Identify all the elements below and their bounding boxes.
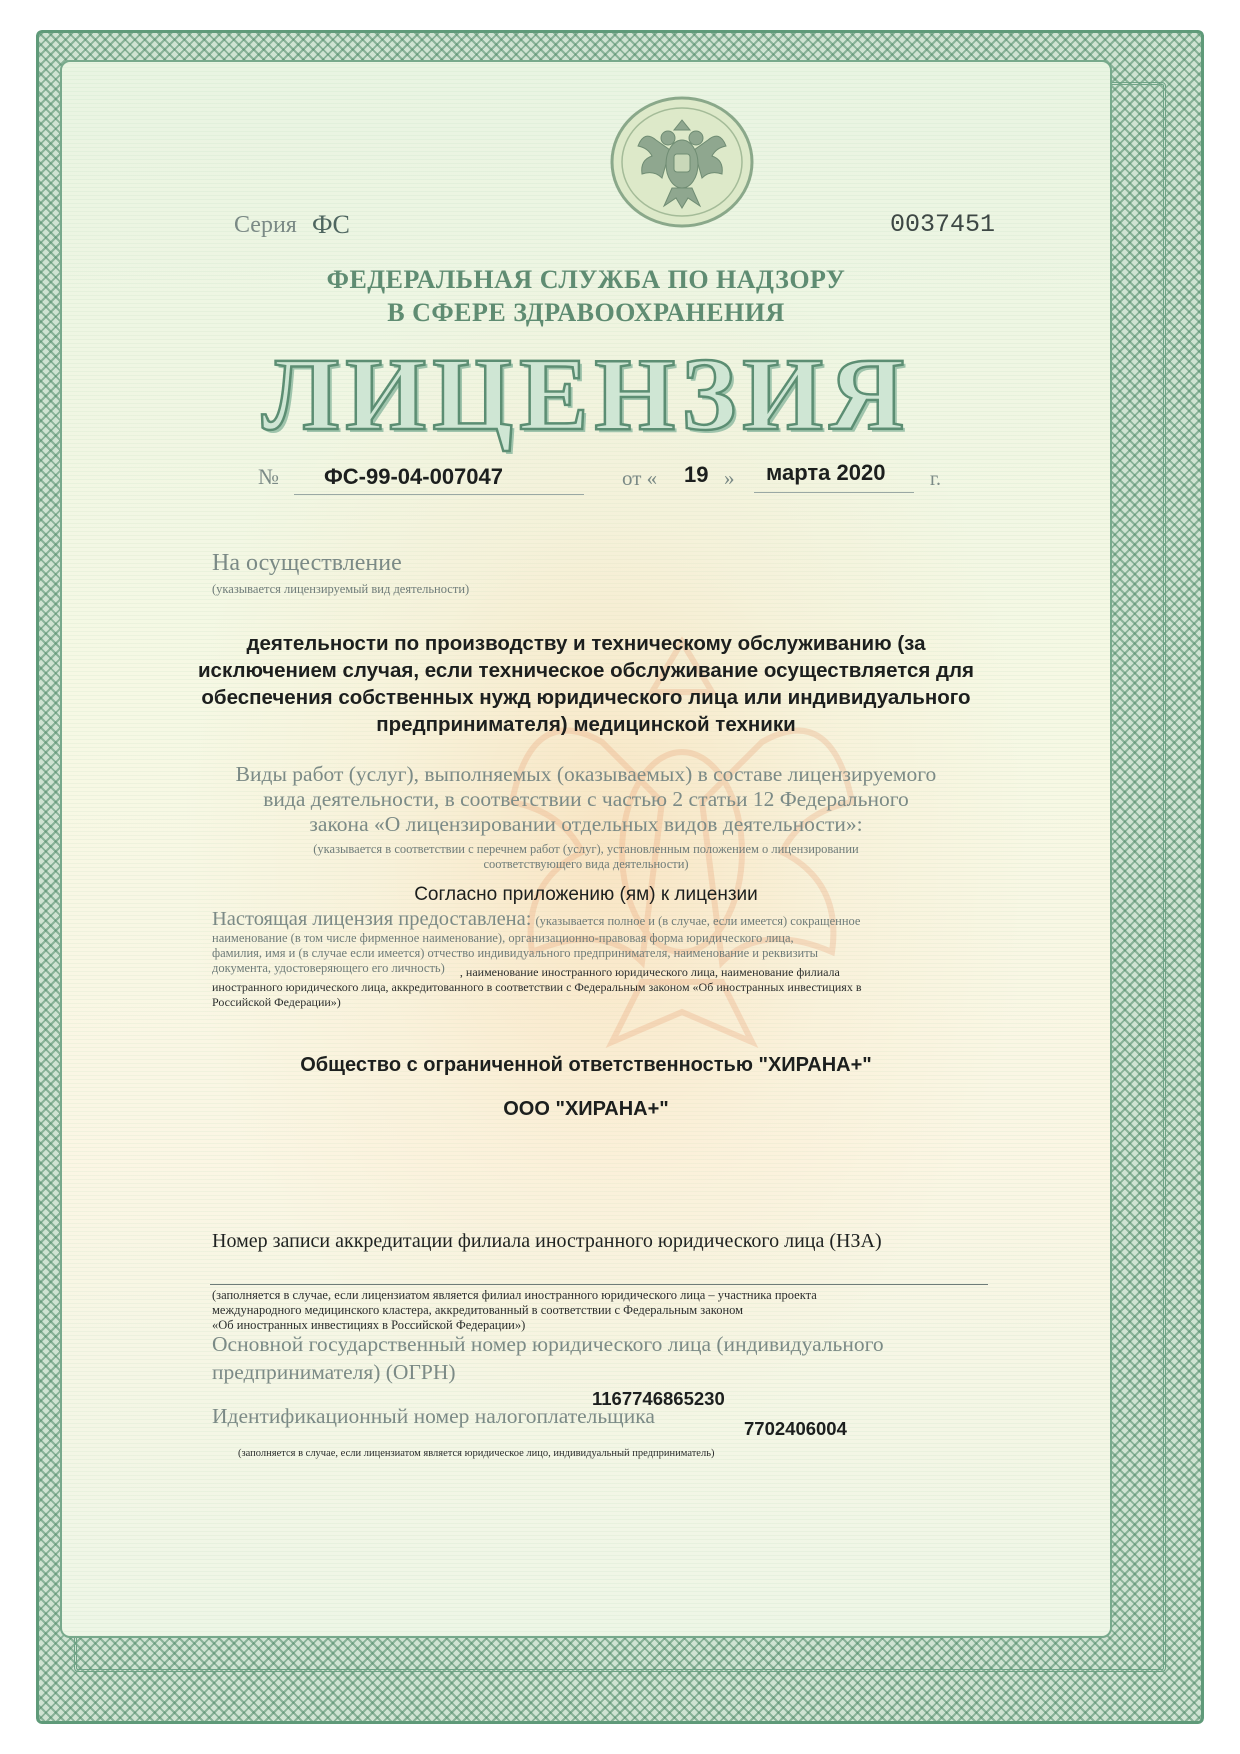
grantee-label: Настоящая лицензия предоставлена: [212,908,532,930]
activity-line: деятельности по производству и техническому обслуживанию (за [246,632,926,655]
nza-underline [210,1284,988,1285]
date-underline [754,492,914,493]
license-number: ФС-99-04-007047 [324,464,503,489]
inn-hint: (заполняется в случае, если лицензиатом является юридическое лицо, индивидуальный предприниматель) [238,1448,715,1459]
works-label-line: закона «О лицензировании отдельных видов деятельности»: [309,812,863,836]
ogrn-label [212,1330,992,1386]
nza-hint [212,1288,988,1333]
works-label [162,762,1010,837]
grantee-extra-line: Российской Федерации») [212,995,341,1009]
nza-hint-line: (заполняется в случае, если лицензиатом является филиал иностранного юридического лица – участника проекта [212,1288,817,1302]
works-hint [182,842,990,872]
series-value: ФС [312,210,350,239]
grantee-extra-line: иностранного юридического лица, аккредитованного в соответствии с Федеральным законом «Об иностранных инвестициях в [212,980,862,994]
grantee-hint-first: (указывается полное и (в случае, если имеется) сокращенное [535,914,861,928]
activity-line: исключением случая, если техническое обслуживание осуществляется для [197,659,975,682]
grantee-block [212,908,992,1010]
series-label: Серия [234,212,297,238]
license-number-underline [294,494,584,495]
works-label-line: вида деятельности, в соответствии с частью 2 статьи 12 Федерального [263,787,909,811]
form-serial-number: 0037451 [890,210,996,239]
nza-hint-line: «Об иностранных инвестициях в Российской Федерации») [212,1318,526,1332]
date-from-label: от « [622,466,658,490]
activity-line: обеспечения собственных нужд юридического лица или индивидуального [201,686,971,709]
ogrn-value: 1167746865230 [592,1388,725,1409]
license-day: 19 [684,462,709,487]
works-hint-line: соответствующего вида деятельности) [483,857,689,871]
works-value: Согласно приложению (ям) к лицензии [414,884,758,905]
grantee-short-name: ООО "ХИРАНА+" [503,1098,669,1120]
date-day-close: » [724,466,735,490]
nza-hint-line: международного медицинского кластера, аккредитованный в соответствии с Федеральным законом [212,1303,744,1317]
ogrn-label-line: предпринимателя) (ОГРН) [212,1360,456,1384]
inn-value: 7702406004 [744,1418,847,1439]
authority-line-2: В СФЕРЕ ЗДРАВООХРАНЕНИЯ [387,298,785,327]
ogrn-label-line: Основной государственный номер юридического лица (индивидуального [212,1332,884,1356]
document-title: ЛИЦЕНЗИЯ [261,337,911,452]
nza-label: Номер записи аккредитации филиала иностранного юридического лица (НЗА) [212,1230,882,1252]
grantee-hint [212,931,992,979]
works-label-line: Виды работ (услуг), выполняемых (оказываемых) в составе лицензируемого [235,762,937,786]
license-month-year: марта 2020 [766,460,886,485]
grantee-extra-first: , наименование иностранного юридического лица, наименование филиала [459,965,840,979]
double-headed-eagle-emblem-icon [604,90,760,232]
year-suffix: г. [930,468,941,490]
license-number-label: № [258,464,279,489]
activity-description [172,630,1000,738]
certificate-paper [60,60,1112,1638]
grantee-extra [212,980,992,1010]
grantee-full-name: Общество с ограниченной ответственностью "ХИРАНА+" [300,1054,872,1076]
activity-hint: (указывается лицензируемый вид деятельности) [212,582,470,596]
inn-label: Идентификационный номер налогоплательщика [212,1404,655,1428]
activity-line: предпринимателя) медицинской техники [376,713,796,736]
authority-line-1: ФЕДЕРАЛЬНАЯ СЛУЖБА ПО НАДЗОРУ [326,265,846,294]
grantee-hint-line: наименование (в том числе фирменное наименование), организационно-правовая форма юридического лица, [212,931,794,945]
activity-label: На осуществление [212,550,402,576]
grantee-hint-line: документа, удостоверяющего его личность) [212,961,445,975]
grantee-hint-line: фамилия, имя и (в случае если имеется) отчество индивидуального предпринимателя, наименование и реквизиты [212,946,819,960]
works-hint-line: (указывается в соответствии с перечнем работ (услуг), установленным положением о лицензировании [313,842,859,856]
